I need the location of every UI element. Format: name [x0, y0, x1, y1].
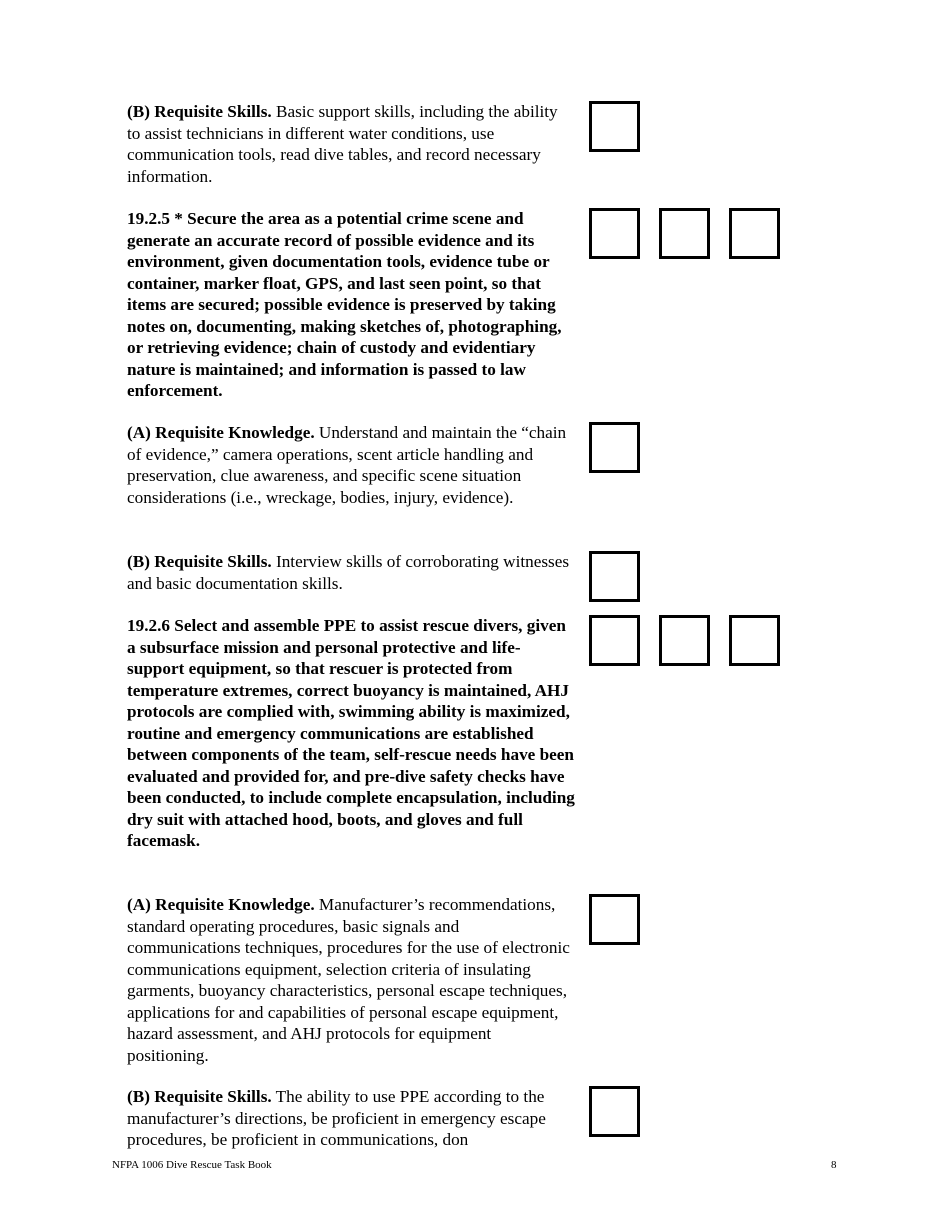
paragraph-text: Interview skills of corroborating witnesses and basic documentation skills. — [127, 552, 570, 593]
paragraph-label: (A) Requisite Knowledge. — [127, 895, 315, 914]
signoff-checkbox[interactable] — [589, 551, 640, 602]
footer-title: NFPA 1006 Dive Rescue Task Book — [112, 1159, 272, 1171]
paragraph-text: Understand and maintain the “chain of evidence,” camera operations, scent article handling and preservation, clue awareness, and specific scene situation considerations (i.e., wreckage, bodies, injury, evidence). — [127, 423, 567, 507]
requisite-skills-paragraph — [127, 551, 575, 594]
signoff-checkbox[interactable] — [589, 101, 640, 152]
signoff-checkbox[interactable] — [589, 894, 640, 945]
requisite-skills-paragraph — [127, 1086, 575, 1151]
paragraph-label: (B) Requisite Skills. — [127, 552, 272, 571]
paragraph-text: Manufacturer’s recommendations, standard operating procedures, basic signals and communications techniques, procedures for the use of electronic communications equipment, selection criteria of insulating garments, buoyancy characteristics, personal escape techniques, applications for and capabilities of personal escape equipment, hazard assessment, and AHJ protocols for equipment positioning. — [127, 895, 570, 1065]
paragraph-label: (B) Requisite Skills. — [127, 102, 272, 121]
signoff-checkbox[interactable] — [589, 422, 640, 473]
jpr-19-2-6-heading: 19.2.6 Select and assemble PPE to assist rescue divers, given a subsurface mission and personal protective and life-support equipment, so that rescuer is protected from temperature extremes, correct buoyancy is maintained, AHJ protocols are complied with, swimming ability is maximized, routine and emergency communications are established between components of the team, self-rescue needs have been evaluated and provided for, and pre-dive safety checks have been conducted, to include complete encapsulation, including dry suit with attached hood, boots, and gloves and full facemask. — [127, 616, 575, 850]
requisite-knowledge-paragraph — [127, 894, 575, 1066]
signoff-checkbox-3[interactable] — [729, 615, 780, 666]
signoff-checkbox[interactable] — [589, 1086, 640, 1137]
signoff-checkbox-3[interactable] — [729, 208, 780, 259]
page-number: 8 — [831, 1159, 837, 1171]
jpr-19-2-5-heading: 19.2.5 * Secure the area as a potential crime scene and generate an accurate record of possible evidence and its environment, given documentation tools, evidence tube or container, marker float, GPS, and last seen point, so that items are secured; possible evidence is preserved by taking notes on, documenting, making sketches of, photographing, or retrieving evidence; chain of custody and evidentiary nature is maintained; and information is passed to law enforcement. — [127, 209, 562, 400]
paragraph-label: (B) Requisite Skills. — [127, 1087, 272, 1106]
paragraph-label: (A) Requisite Knowledge. — [127, 423, 315, 442]
signoff-checkbox-2[interactable] — [659, 208, 710, 259]
signoff-checkbox-1[interactable] — [589, 208, 640, 259]
paragraph-text: The ability to use PPE according to the manufacturer’s directions, be proficient in emergency escape procedures, be proficient in communications, don — [127, 1087, 546, 1149]
paragraph-text: Basic support skills, including the ability to assist technicians in different water conditions, use communication tools, read dive tables, and record necessary information. — [127, 102, 558, 186]
requisite-skills-paragraph — [127, 101, 575, 187]
requisite-knowledge-paragraph — [127, 422, 575, 508]
signoff-checkbox-1[interactable] — [589, 615, 640, 666]
signoff-checkbox-2[interactable] — [659, 615, 710, 666]
